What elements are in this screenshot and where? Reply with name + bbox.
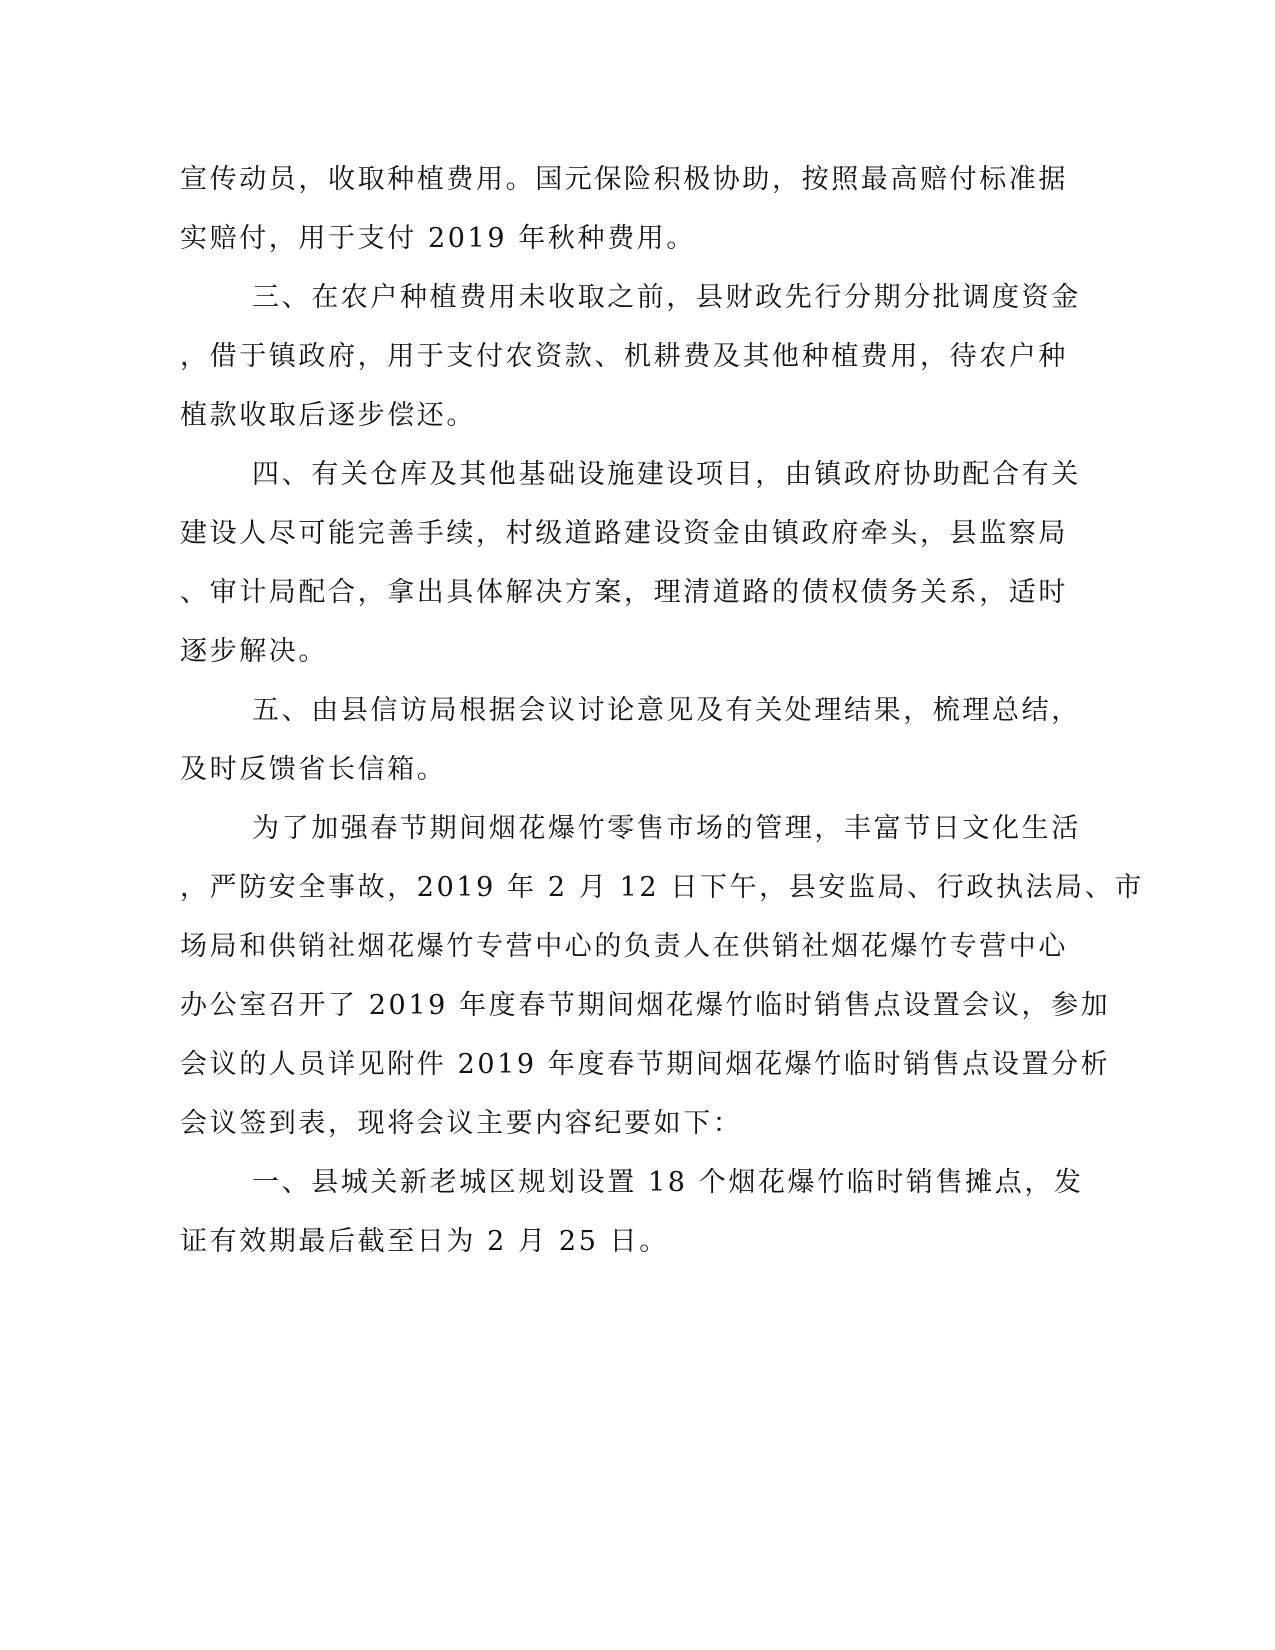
text-line: 及时反馈省长信箱。: [180, 754, 447, 785]
paragraph-1-start: 一、县城关新老城区规划设置 18 个烟花爆竹临时销售摊点，发: [252, 1167, 1084, 1198]
paragraph-4-start: 四、有关仓库及其他基础设施建设项目，由镇政府协助配合有关: [252, 459, 1081, 490]
text-line: 逐步解决。: [180, 636, 328, 667]
paragraph-3-start: 三、在农户种植费用未收取之前，县财政先行分期分批调度资金: [252, 282, 1081, 313]
text-line: 实赔付，用于支付 2019 年秋种费用。: [180, 223, 696, 254]
text-line: 、审计局配合，拿出具体解决方案，理清道路的债权债务关系，适时: [180, 577, 1068, 608]
paragraph-intro-start: 为了加强春节期间烟花爆竹零售市场的管理，丰富节日文化生活: [252, 813, 1081, 844]
text-line: 场局和供销社烟花爆竹专营中心的负责人在供销社烟花爆竹专营中心: [180, 931, 1068, 962]
text-line: 证有效期最后截至日为 2 月 25 日。: [180, 1226, 669, 1257]
text-line: 植款收取后逐步偿还。: [180, 400, 476, 431]
text-line: 办公室召开了 2019 年度春节期间烟花爆竹临时销售点设置会议，参加: [180, 990, 1111, 1021]
text-line: ，严防安全事故，2019 年 2 月 12 日下午，县安监局、行政执法局、市: [180, 872, 1144, 903]
text-line: 会议的人员详见附件 2019 年度春节期间烟花爆竹临时销售点设置分析: [180, 1049, 1111, 1080]
text-line: ，借于镇政府，用于支付农资款、机耕费及其他种植费用，待农户种: [180, 341, 1068, 372]
text-line: 宣传动员，收取种植费用。国元保险积极协助，按照最高赔付标准据: [180, 164, 1068, 195]
text-line: 会议签到表，现将会议主要内容纪要如下：: [180, 1108, 743, 1139]
text-line: 建设人尽可能完善手续，村级道路建设资金由镇政府牵头，县监察局: [180, 518, 1068, 549]
paragraph-5-start: 五、由县信访局根据会议讨论意见及有关处理结果，梳理总结，: [252, 695, 1081, 726]
